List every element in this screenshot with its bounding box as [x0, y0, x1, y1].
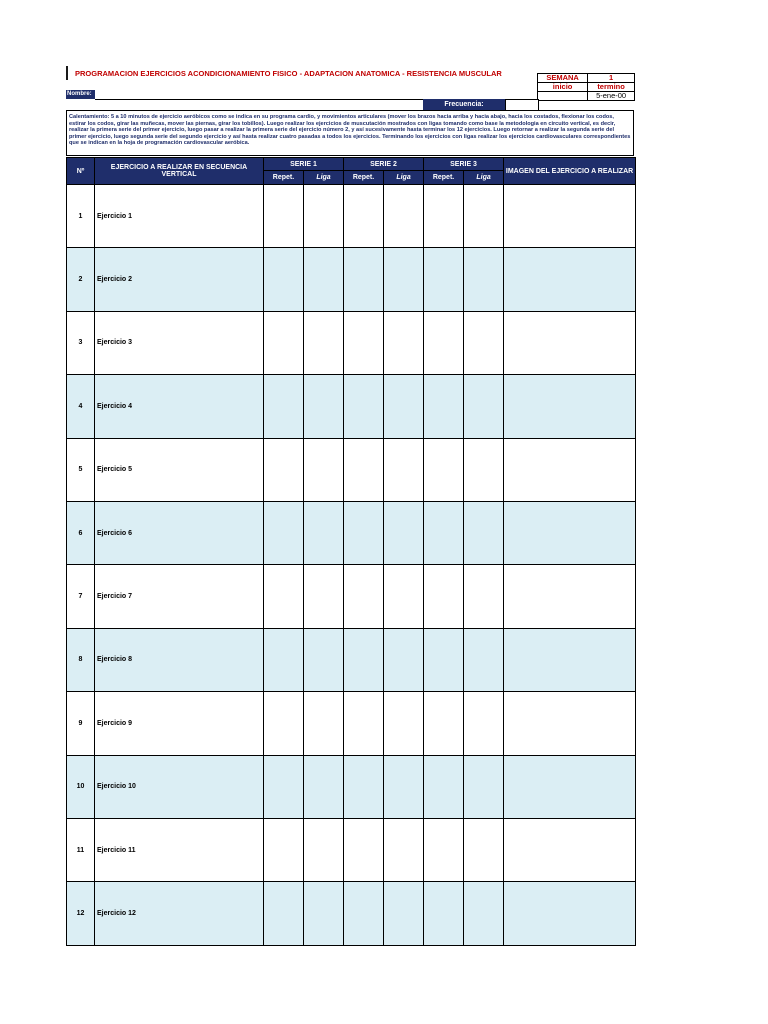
table-row [67, 882, 636, 945]
serie-1-repet-cell[interactable] [264, 375, 304, 438]
serie-1-liga-cell[interactable] [304, 248, 344, 311]
table-row [67, 501, 636, 564]
serie-3-liga-cell[interactable] [464, 692, 504, 755]
serie-1-repet-cell[interactable] [264, 818, 304, 881]
serie-1-repet-cell[interactable] [264, 248, 304, 311]
exercise-name: Ejercicio 3 [95, 311, 264, 374]
serie-1-repet-cell[interactable] [264, 438, 304, 501]
exercise-name: Ejercicio 1 [95, 185, 264, 248]
row-number: 1 [67, 185, 95, 248]
exercise-image-cell[interactable] [504, 311, 636, 374]
inicio-date[interactable] [538, 92, 588, 101]
exercise-image-cell[interactable] [504, 882, 636, 945]
serie-3-repet-cell[interactable] [424, 185, 464, 248]
serie-2-repet-cell[interactable] [344, 565, 384, 628]
serie-1-repet-cell[interactable] [264, 501, 304, 564]
table-row [67, 311, 636, 374]
serie-3-liga-cell[interactable] [464, 248, 504, 311]
serie-3-liga-cell[interactable] [464, 882, 504, 945]
row-number: 11 [67, 818, 95, 881]
exercise-name: Ejercicio 9 [95, 692, 264, 755]
col-header-serie-2: SERIE 2 [344, 158, 424, 171]
serie-3-liga-cell[interactable] [464, 375, 504, 438]
serie-2-liga-cell[interactable] [384, 311, 424, 374]
serie-2-repet-cell[interactable] [344, 438, 384, 501]
serie-2-liga-cell[interactable] [384, 375, 424, 438]
termino-date[interactable]: 5-ene-00 [588, 92, 635, 101]
exercise-image-cell[interactable] [504, 818, 636, 881]
exercise-name: Ejercicio 6 [95, 501, 264, 564]
serie-1-liga-cell[interactable] [304, 375, 344, 438]
serie-2-liga-cell[interactable] [384, 882, 424, 945]
nombre-label: Nombre: [66, 90, 95, 99]
serie-2-repet-cell[interactable] [344, 501, 384, 564]
table-row [67, 565, 636, 628]
row-number: 8 [67, 628, 95, 691]
table-row [67, 185, 636, 248]
sub-header-repet: Repet. [424, 171, 464, 185]
table-row [67, 628, 636, 691]
exercise-name: Ejercicio 7 [95, 565, 264, 628]
serie-1-liga-cell[interactable] [304, 692, 344, 755]
table-row [67, 248, 636, 311]
semana-value[interactable]: 1 [588, 74, 635, 83]
table-row [67, 692, 636, 755]
row-number: 7 [67, 565, 95, 628]
serie-1-repet-cell[interactable] [264, 311, 304, 374]
serie-3-liga-cell[interactable] [464, 438, 504, 501]
exercise-name: Ejercicio 4 [95, 375, 264, 438]
serie-1-liga-cell[interactable] [304, 818, 344, 881]
serie-1-liga-cell[interactable] [304, 755, 344, 818]
serie-2-liga-cell[interactable] [384, 692, 424, 755]
serie-3-liga-cell[interactable] [464, 185, 504, 248]
serie-3-liga-cell[interactable] [464, 565, 504, 628]
serie-2-repet-cell[interactable] [344, 882, 384, 945]
semana-label: SEMANA [538, 74, 588, 83]
serie-2-liga-cell[interactable] [384, 565, 424, 628]
sub-header-liga: Liga [384, 171, 424, 185]
serie-3-liga-cell[interactable] [464, 501, 504, 564]
week-box [537, 73, 635, 101]
serie-3-liga-cell[interactable] [464, 628, 504, 691]
exercise-name: Ejercicio 8 [95, 628, 264, 691]
exercise-name: Ejercicio 12 [95, 882, 264, 945]
inicio-label: inicio [538, 83, 588, 92]
exercise-image-cell[interactable] [504, 438, 636, 501]
serie-1-liga-cell[interactable] [304, 438, 344, 501]
serie-3-liga-cell[interactable] [464, 755, 504, 818]
exercise-image-cell[interactable] [504, 248, 636, 311]
serie-2-repet-cell[interactable] [344, 311, 384, 374]
col-header-num: Nº [67, 158, 95, 185]
serie-2-repet-cell[interactable] [344, 185, 384, 248]
row-number: 9 [67, 692, 95, 755]
serie-1-repet-cell[interactable] [264, 185, 304, 248]
serie-2-repet-cell[interactable] [344, 818, 384, 881]
serie-1-liga-cell[interactable] [304, 185, 344, 248]
table-row [67, 755, 636, 818]
row-number: 12 [67, 882, 95, 945]
nombre-field[interactable] [95, 99, 423, 100]
serie-1-repet-cell[interactable] [264, 628, 304, 691]
title-accent-bar [66, 66, 68, 80]
serie-3-repet-cell[interactable] [424, 692, 464, 755]
exercise-image-cell[interactable] [504, 501, 636, 564]
sub-header-liga: Liga [304, 171, 344, 185]
serie-3-repet-cell[interactable] [424, 628, 464, 691]
exercise-name: Ejercicio 11 [95, 818, 264, 881]
row-number: 3 [67, 311, 95, 374]
serie-3-repet-cell[interactable] [424, 565, 464, 628]
serie-3-repet-cell[interactable] [424, 501, 464, 564]
exercise-name: Ejercicio 10 [95, 755, 264, 818]
table-row [67, 438, 636, 501]
document-title: PROGRAMACION EJERCICIOS ACONDICIONAMIENTO FISICO - ADAPTACION ANATOMICA - RESISTENCIA MUSCULAR [75, 69, 502, 78]
table-row [67, 818, 636, 881]
serie-1-liga-cell[interactable] [304, 882, 344, 945]
serie-2-repet-cell[interactable] [344, 692, 384, 755]
serie-1-repet-cell[interactable] [264, 565, 304, 628]
serie-2-repet-cell[interactable] [344, 628, 384, 691]
exercise-name: Ejercicio 2 [95, 248, 264, 311]
sub-header-repet: Repet. [344, 171, 384, 185]
exercise-image-cell[interactable] [504, 375, 636, 438]
col-header-serie-1: SERIE 1 [264, 158, 344, 171]
exercise-image-cell[interactable] [504, 628, 636, 691]
serie-2-liga-cell[interactable] [384, 628, 424, 691]
serie-3-liga-cell[interactable] [464, 311, 504, 374]
serie-1-liga-cell[interactable] [304, 501, 344, 564]
serie-1-liga-cell[interactable] [304, 628, 344, 691]
serie-2-liga-cell[interactable] [384, 185, 424, 248]
table-row [67, 375, 636, 438]
row-number: 2 [67, 248, 95, 311]
serie-3-repet-cell[interactable] [424, 755, 464, 818]
serie-3-repet-cell[interactable] [424, 882, 464, 945]
sub-header-repet: Repet. [264, 171, 304, 185]
serie-1-repet-cell[interactable] [264, 882, 304, 945]
sub-header-liga: Liga [464, 171, 504, 185]
exercise-image-cell[interactable] [504, 692, 636, 755]
row-number: 10 [67, 755, 95, 818]
serie-3-repet-cell[interactable] [424, 375, 464, 438]
row-number: 6 [67, 501, 95, 564]
serie-2-liga-cell[interactable] [384, 438, 424, 501]
col-header-exercise: EJERCICIO A REALIZAR EN SECUENCIA VERTICAL [95, 158, 264, 185]
serie-2-repet-cell[interactable] [344, 755, 384, 818]
serie-2-liga-cell[interactable] [384, 755, 424, 818]
serie-3-repet-cell[interactable] [424, 311, 464, 374]
serie-2-repet-cell[interactable] [344, 248, 384, 311]
row-number: 4 [67, 375, 95, 438]
serie-1-repet-cell[interactable] [264, 755, 304, 818]
serie-3-repet-cell[interactable] [424, 438, 464, 501]
col-header-image: IMAGEN DEL EJERCICIO A REALIZAR [504, 158, 636, 185]
exercise-table [66, 157, 636, 946]
row-number: 5 [67, 438, 95, 501]
serie-1-liga-cell[interactable] [304, 565, 344, 628]
warmup-instructions: Calentamiento: 5 a 10 minutos de ejercicio aeróbicos como se indica en su programa cardio, y movimientos articulares (mover los brazos hacia arriba y hacia abajo, hacia los costados, flexionar los codos, estirar los codos, girar las muñecas, mover las piernas, girar los tobillos). Luego realizar los ejercicios de muscutación mostrados con ligas tomando como base la metodologia en circuito vertical, es decir, realizar la primera serie del primer ejercicio, luego pasar a realizar la primera serie del ejercicio número 2, y así sucesivamente hasta terminar los 12 ejercicios. Luego retornar a realizar la segunda serie del primer ejercicio, luego segunda serie del segundo ejercicio y así hasta realizar cuatro pasadas a todos los ejercicios. Terminando los ejercicios con ligas realizar los ejercicios cardiovasculares correspondientes que se indican en la hoja de programación cardiovascular aeróbica. [66, 110, 634, 156]
serie-3-repet-cell[interactable] [424, 818, 464, 881]
serie-1-liga-cell[interactable] [304, 311, 344, 374]
exercise-name: Ejercicio 5 [95, 438, 264, 501]
termino-label: termino [588, 83, 635, 92]
serie-3-liga-cell[interactable] [464, 818, 504, 881]
serie-2-liga-cell[interactable] [384, 818, 424, 881]
exercise-image-cell[interactable] [504, 755, 636, 818]
serie-3-repet-cell[interactable] [424, 248, 464, 311]
serie-2-liga-cell[interactable] [384, 248, 424, 311]
serie-2-liga-cell[interactable] [384, 501, 424, 564]
col-header-serie-3: SERIE 3 [424, 158, 504, 171]
exercise-image-cell[interactable] [504, 565, 636, 628]
frecuencia-label: Frecuencia: [423, 99, 505, 110]
serie-2-repet-cell[interactable] [344, 375, 384, 438]
serie-1-repet-cell[interactable] [264, 692, 304, 755]
exercise-image-cell[interactable] [504, 185, 636, 248]
